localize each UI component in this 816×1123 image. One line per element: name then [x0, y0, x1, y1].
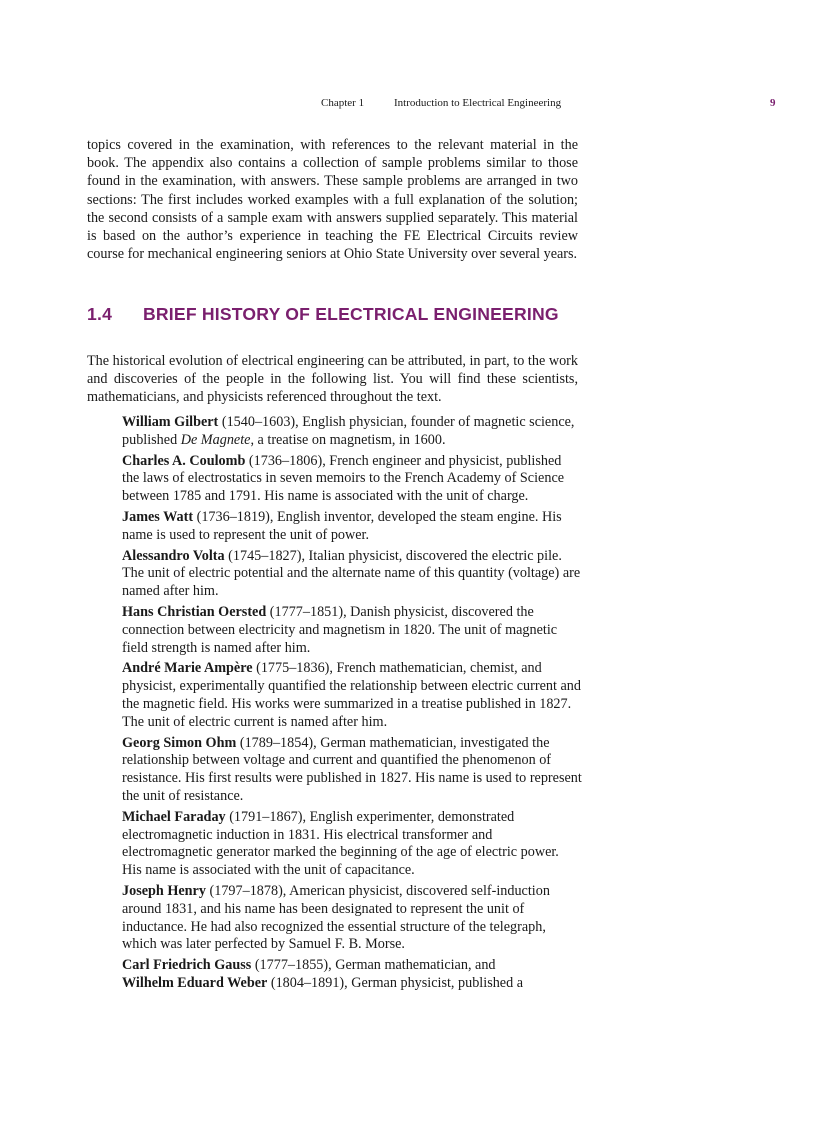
- person-description: (1789–1854), German mathematician, investigated the relationship between voltage and current and quantified the phenomenon of resistance. His first results were published in 1827. His name is used to represent the unit of resistance.: [122, 734, 582, 804]
- list-item: [122, 660, 582, 731]
- person-description: (1791–1867), English experimenter, demonstrated electromagnetic induction in 1831. His electrical transformer and electromagnetic generator marked the beginning of the age of electric power. His name is associated with the unit of capacitance.: [122, 808, 559, 879]
- running-head: [0, 96, 816, 112]
- person-description: (1736–1806), French engineer and physicist, published the laws of electrostatics in seven memoirs to the French Academy of Science between 1785 and 1791. His name is associated with the unit of charge.: [122, 452, 565, 505]
- person-description: (1775–1836), French mathematician, chemist, and physicist, experimentally quantified the relationship between electric current and the magnetic field. His works were summarized in a treatise published in 1827. The unit of electric current is named after him.: [122, 660, 581, 730]
- page-number: 9: [770, 97, 776, 109]
- list-item: [122, 509, 582, 545]
- person-name: Carl Friedrich Gauss: [122, 957, 252, 974]
- list-item: [122, 883, 582, 954]
- section-title: BRIEF HISTORY OF ELECTRICAL ENGINEERING: [143, 304, 559, 324]
- chapter-title: Introduction to Electrical Engineering: [394, 97, 562, 109]
- person-name: Georg Simon Ohm: [122, 734, 237, 751]
- person-name-second: Wilhelm Eduard Weber: [122, 974, 268, 991]
- section-intro-paragraph: The historical evolution of electrical engineering can be attributed, in part, to the work and discoveries of the people in the following list. You will find these scientists, mathematicians, and physicists referenced throughout the text.: [87, 353, 578, 406]
- person-name: Michael Faraday: [122, 808, 226, 825]
- person-description: (1797–1878), American physicist, discovered self-induction around 1831, and his name has been designated to represent the unit of inductance. He had also recognized the essential structure of the telegraph, which was later perfected by Samuel F. B. Morse.: [122, 882, 550, 953]
- work-title: De Magnete: [180, 431, 251, 448]
- intro-paragraph: topics covered in the examination, with references to the relevant material in the book. The appendix also contains a collection of sample problems similar to those found in the examination, with answers. These sample problems are arranged in two sections: The first includes worked examples with a full explanation of the solution; the second consists of a sample exam with answers supplied separately. This material is based on the author’s experience in teaching the FE Electrical Circuits review course for mechanical engineering seniors at Ohio State University over several years.: [87, 137, 578, 263]
- person-description: (1745–1827), Italian physicist, discovered the electric pile. The unit of electric potential and the alternate name of this quantity (voltage) are named after him.: [122, 547, 581, 600]
- list-item: [122, 957, 582, 993]
- person-name: William Gilbert: [122, 414, 219, 430]
- list-item: [122, 414, 582, 450]
- list-item: [122, 809, 582, 880]
- list-item: [122, 453, 582, 506]
- list-item: [122, 735, 582, 806]
- person-name: Hans Christian Oersted: [122, 603, 267, 620]
- list-item: [122, 604, 582, 657]
- people-list: [122, 414, 582, 996]
- person-name: James Watt: [122, 508, 194, 525]
- chapter-label: Chapter 1: [321, 97, 365, 109]
- person-name: Joseph Henry: [122, 882, 206, 899]
- person-description-rest: (1804–1891), German physicist, published a: [267, 974, 524, 991]
- person-name: Charles A. Coulomb: [122, 452, 246, 469]
- person-description: (1736–1819), English inventor, developed the steam engine. His name is used to represent the unit of power.: [122, 508, 562, 543]
- person-name: André Marie Ampère: [122, 660, 253, 677]
- person-description: (1540–1603), English physician, founder of magnetic science, published: [122, 414, 575, 448]
- person-name: Alessandro Volta: [122, 547, 225, 564]
- section-number: 1.4: [87, 304, 113, 324]
- person-description: (1777–1855), German mathematician, and: [251, 957, 496, 974]
- list-item: [122, 548, 582, 601]
- person-description: (1777–1851), Danish physicist, discovered the connection between electricity and magnetism in 1820. The unit of magnetic field strength is named after him.: [122, 603, 558, 656]
- person-description-rest: , a treatise on magnetism, in 1600.: [250, 431, 446, 448]
